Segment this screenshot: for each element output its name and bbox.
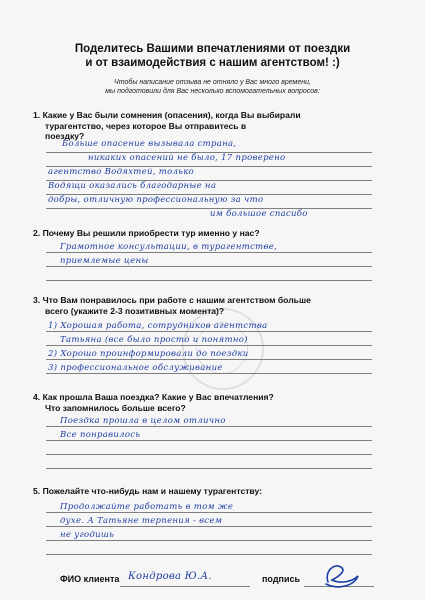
answer-line xyxy=(46,252,372,253)
signature-image xyxy=(318,560,366,592)
answer-3-text-1: 1) Хорошая работа, сотрудников агентства xyxy=(48,321,268,331)
answer-line xyxy=(46,540,372,541)
question-5-number: 5. xyxy=(33,486,41,496)
answer-line xyxy=(46,468,372,469)
question-1-number: 1. xyxy=(33,110,41,120)
client-name-label: ФИО клиента xyxy=(60,574,120,584)
question-1-line3: поездку? xyxy=(45,131,85,141)
client-name-value: Кондрова Ю.А. xyxy=(128,571,212,582)
question-1-line2: турагентство, через которое Вы отправитесь в xyxy=(45,120,247,131)
question-2-number: 2. xyxy=(33,228,41,238)
question-3-line2: всего (укажите 2-3 позитивных момента)? xyxy=(45,305,225,316)
answer-1-text-4: Водящи оказались благодарные на xyxy=(48,181,217,191)
question-5-line1: Пожелайте что-нибудь нам и нашему турагентству: xyxy=(42,486,263,496)
answer-line xyxy=(46,512,372,513)
answer-line xyxy=(46,373,372,374)
question-1-line1: Какие у Вас были сомнения (опасения), когда Вы выбирали xyxy=(42,110,301,120)
answer-1-text-2: никаких опасений не было, 17 проверено xyxy=(88,153,286,163)
question-3 xyxy=(33,295,363,316)
form-subtitle-line2: мы подготовили для Вас несколько вспомогательных вопросов: xyxy=(105,88,320,95)
answer-1-text-6: им большое спасибо xyxy=(210,209,308,219)
question-3-line1: Что Вам понравилось при работе с нашим агентством больше xyxy=(42,295,311,305)
question-1 xyxy=(33,110,363,142)
answer-line xyxy=(46,331,372,332)
answer-line xyxy=(46,454,372,455)
form-title-line1: Поделитесь Вашими впечатлениями от поездки xyxy=(74,43,351,55)
answer-5-text-1: Продолжайте работать в том же xyxy=(60,502,234,512)
answer-3-text-3: 2) Хорошо проинформировали до поездки xyxy=(48,349,249,359)
answer-2-text-1: Грамотное консультации, в турагентстве, xyxy=(60,242,278,252)
answer-1-text-3: агентство Водяхтей, только xyxy=(48,167,194,177)
answer-line xyxy=(46,208,372,209)
answer-1-text-1: Больше опасение вызывала страна, xyxy=(62,139,237,149)
answer-line xyxy=(46,345,372,346)
answer-line xyxy=(46,526,372,527)
answer-4-text-2: Все понравилось xyxy=(60,430,141,440)
answer-5-text-2: духе. А Татьяне терпения - всем xyxy=(60,516,223,526)
question-4-line2: Что запомнилось больше всего? xyxy=(45,402,186,413)
answer-line xyxy=(46,266,372,267)
question-5 xyxy=(33,486,363,497)
question-2 xyxy=(33,228,363,239)
answer-2-text-2: приемлемые цены xyxy=(60,256,149,266)
question-4-number: 4. xyxy=(33,392,41,402)
form-title xyxy=(50,42,375,70)
answer-line xyxy=(46,359,372,360)
question-4 xyxy=(33,392,363,413)
answer-1-text-5: добры, отличную профессиональную за что xyxy=(48,195,264,205)
client-name-line xyxy=(120,586,250,587)
question-3-number: 3. xyxy=(33,295,41,305)
answer-line xyxy=(46,554,372,555)
signature-label: подпись xyxy=(262,574,301,584)
form-subtitle xyxy=(60,78,365,96)
form-title-line2: и от взаимодействия с нашим агентством! :) xyxy=(85,57,340,69)
answer-3-text-2: Татьяна (все было просто и понятно) xyxy=(60,335,248,345)
answer-3-text-4: 3) профессиональное обслуживание xyxy=(48,363,223,373)
answer-4-text-1: Поездка прошла в целом отлично xyxy=(60,416,226,426)
answer-line xyxy=(46,440,372,441)
answer-line xyxy=(46,280,372,281)
question-4-line1: Как прошла Ваша поездка? Какие у Вас впечатления? xyxy=(42,392,274,402)
question-2-line1: Почему Вы решили приобрести тур именно у нас? xyxy=(42,228,260,238)
answer-5-text-3: не угодишь xyxy=(60,530,115,540)
answer-line xyxy=(46,426,372,427)
form-subtitle-line1: Чтобы написание отзыва не отняло у Вас много времени, xyxy=(114,79,311,86)
